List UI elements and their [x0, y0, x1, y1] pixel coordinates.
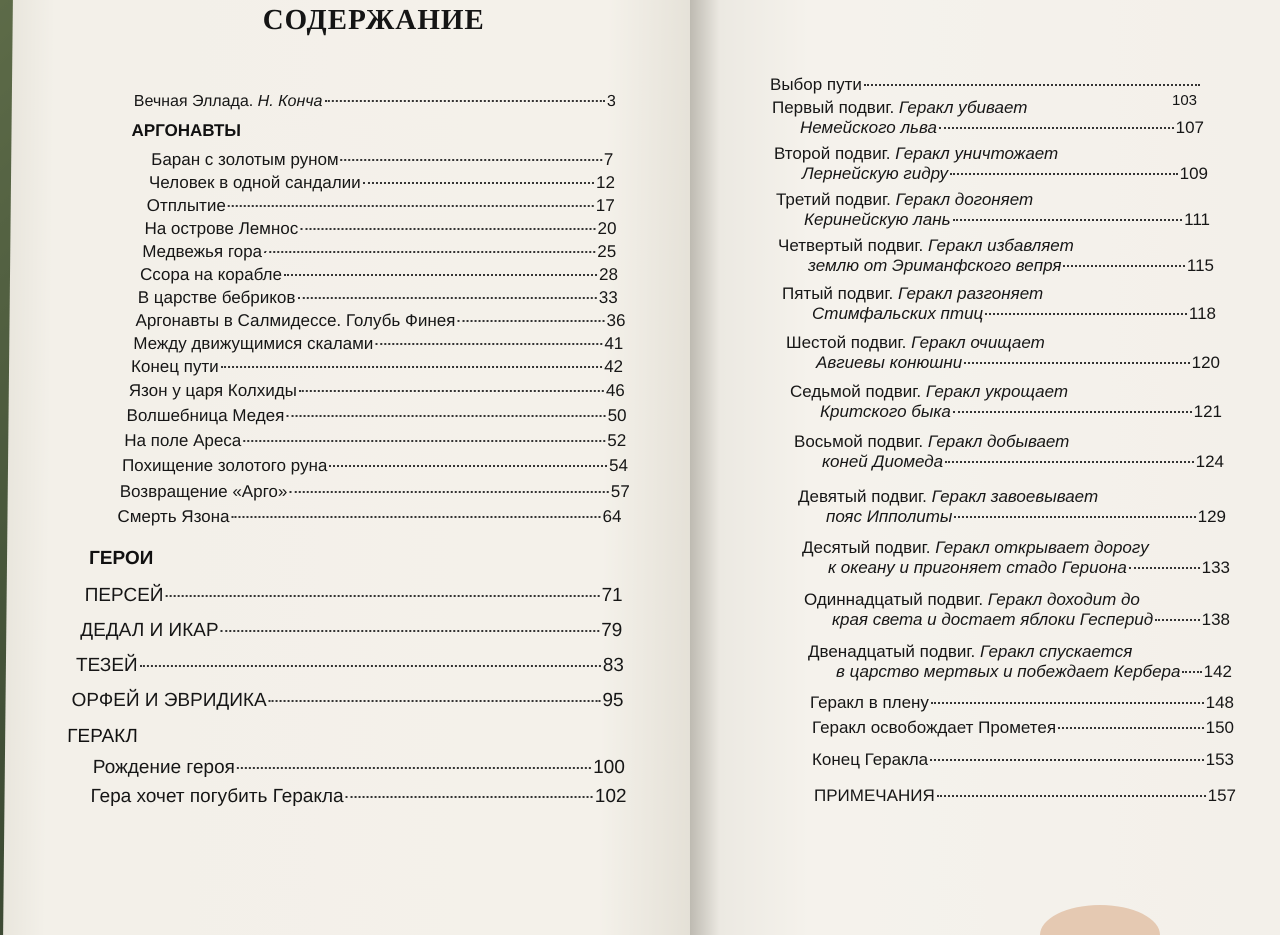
- toc-labor-entry: Первый подвиг. Геракл убивает Немейского льва 107: [772, 98, 1204, 137]
- toc-entry: Геракл в плену 148: [810, 693, 1234, 712]
- toc-entry: ПРИМЕЧАНИЯ 157: [814, 786, 1236, 805]
- toc-entry: Похищение золотого руна 54: [121, 456, 629, 475]
- toc-entry-major: ДЕДАЛ И ИКАР 79: [80, 620, 623, 641]
- toc-entry: На поле Ареса 52: [124, 431, 627, 450]
- toc-entry-label: Вечная Эллада. Н. Конча: [133, 93, 323, 110]
- toc-entry-major: ТЕЗЕЙ 83: [75, 655, 625, 676]
- toc-labor-entry: Седьмой подвиг. Геракл укрощает Критского быка 121: [790, 382, 1222, 421]
- toc-entry: Конец Геракла 153: [812, 750, 1234, 769]
- toc-page-number: 3: [606, 93, 616, 110]
- toc-entry: Баран с золотым руном 7: [151, 150, 614, 169]
- toc-entry: Конец пути 42: [130, 357, 624, 376]
- toc-labor-entry: Второй подвиг. Геракл уничтожает Лернейскую гидру 109: [774, 144, 1208, 183]
- toc-labor-entry: Восьмой подвиг. Геракл добывает коней Диомеда 124: [794, 432, 1224, 471]
- section-heading-argonauts: АРГОНАВТЫ: [131, 121, 242, 140]
- toc-labor-entry: Девятый подвиг. Геракл завоевывает пояс Ипполиты 129: [798, 487, 1226, 526]
- toc-entry: Волшебница Медея 50: [126, 406, 627, 425]
- left-page: [3, 0, 713, 935]
- toc-entry: Между движущимися скалами 41: [133, 334, 624, 353]
- toc-labor-entry: Четвертый подвиг. Геракл избавляет землю от Эриманфского вепря 115: [778, 236, 1214, 275]
- toc-labor-entry: Третий подвиг. Геракл догоняет Керинейскую лань 111: [776, 190, 1210, 229]
- toc-labor-entry: Десятый подвиг. Геракл открывает дорогу к океану и пригоняет стадо Гериона 133: [802, 538, 1230, 577]
- toc-entry: Выбор пути: [770, 75, 1202, 95]
- toc-entry: Возвращение «Арго» 57: [119, 482, 630, 501]
- toc-entry: На острове Лемнос 20: [144, 219, 617, 238]
- toc-entry: Человек в одной сандалии 12: [148, 173, 616, 192]
- toc-entry: Медвежья гора 25: [142, 242, 617, 261]
- toc-labor-entry: Пятый подвиг. Геракл разгоняет Стимфальских птиц 118: [782, 284, 1216, 323]
- toc-page-number: 103: [1172, 92, 1198, 109]
- toc-labor-entry: Одиннадцатый подвиг. Геракл доходит до края света и достает яблоки Гесперид 138: [804, 590, 1230, 629]
- page-title: СОДЕРЖАНИЕ: [262, 4, 485, 36]
- toc-entry: В царстве бебриков 33: [137, 288, 618, 307]
- toc-entry: Язон у царя Колхиды 46: [128, 381, 625, 400]
- toc-entry-intro: [134, 93, 616, 111]
- section-heading-heroes: ГЕРОИ: [88, 548, 154, 569]
- toc-entry-heracles-heading: ГЕРАКЛ: [67, 726, 138, 747]
- toc-entry: Смерть Язона 64: [117, 507, 622, 526]
- toc-entry: Гера хочет погубить Геракла 102: [90, 786, 627, 807]
- toc-entry: Ссора на корабле 28: [139, 265, 619, 284]
- toc-labor-entry: Двенадцатый подвиг. Геракл спускается в царство мертвых и побеждает Кербера 142: [808, 642, 1232, 681]
- toc-entry-major: ПЕРСЕЙ 71: [84, 585, 623, 606]
- toc-entry: Отплытие 17: [146, 196, 615, 215]
- toc-entry: Аргонавты в Салмидессе. Голубь Финея 36: [135, 311, 626, 330]
- leader-dots: [324, 100, 604, 102]
- toc-entry: Рождение героя 100: [92, 757, 625, 778]
- toc-entry: Геракл освобождает Прометея 150: [812, 718, 1234, 737]
- toc-entry-major: ОРФЕЙ И ЭВРИДИКА 95: [71, 690, 624, 711]
- toc-labor-entry: Шестой подвиг. Геракл очищает Авгиевы конюшни 120: [786, 333, 1220, 372]
- book-spine: [690, 0, 720, 935]
